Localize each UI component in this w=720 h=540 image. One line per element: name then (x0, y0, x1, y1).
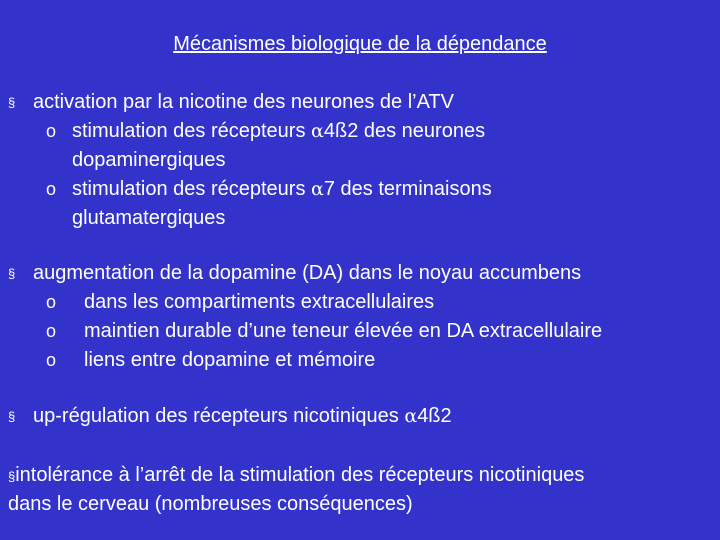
section1-sub1-cont: dopaminergiques (72, 149, 226, 171)
section3-text-post: 4ß2 (417, 405, 452, 427)
section1-sub1-pre: stimulation des récepteurs (72, 120, 312, 142)
section2-sub3: liens entre dopamine et mémoire (84, 349, 376, 371)
sub-bullet: o (46, 321, 57, 341)
slide-title: Mécanismes biologique de la dépendance (173, 33, 547, 55)
section2-sub1: dans les compartiments extracellulaires (84, 291, 435, 313)
section1-sub2 (72, 175, 492, 204)
section-bullet: § (8, 469, 16, 484)
section-bullet: § (8, 409, 16, 424)
alpha-symbol: α (311, 178, 324, 200)
section1-sub1 (72, 117, 485, 146)
sub-bullet: o (46, 292, 57, 312)
sub-bullet: o (46, 121, 57, 141)
section3-text (33, 402, 452, 431)
section2-sub2: maintien durable d’une teneur élevée en DA extracellulaire (84, 320, 603, 342)
alpha-symbol: α (404, 405, 418, 427)
section4-line1 (8, 461, 584, 491)
alpha-symbol: α (311, 120, 324, 142)
sub-bullet: o (46, 179, 57, 199)
section1-sub2-pre: stimulation des récepteurs (72, 178, 312, 200)
section3-text-pre: up-régulation des récepteurs nicotiniques (33, 405, 405, 427)
section1-sub1-post: 4ß2 des neurones (323, 120, 486, 142)
section4-line2: dans le cerveau (nombreuses conséquences) (8, 493, 413, 515)
sub-bullet: o (46, 350, 57, 370)
section-bullet: § (8, 95, 16, 110)
section1-text: activation par la nicotine des neurones de l’ATV (33, 91, 454, 113)
section-bullet: § (8, 266, 16, 281)
section4-line1-text: intolérance à l’arrêt de la stimulation des récepteurs nicotiniques (15, 464, 585, 486)
section1-sub2-post: 7 des terminaisons (323, 178, 492, 200)
section2-text: augmentation de la dopamine (DA) dans le noyau accumbens (33, 262, 582, 284)
section1-sub2-cont: glutamatergiques (72, 207, 226, 229)
